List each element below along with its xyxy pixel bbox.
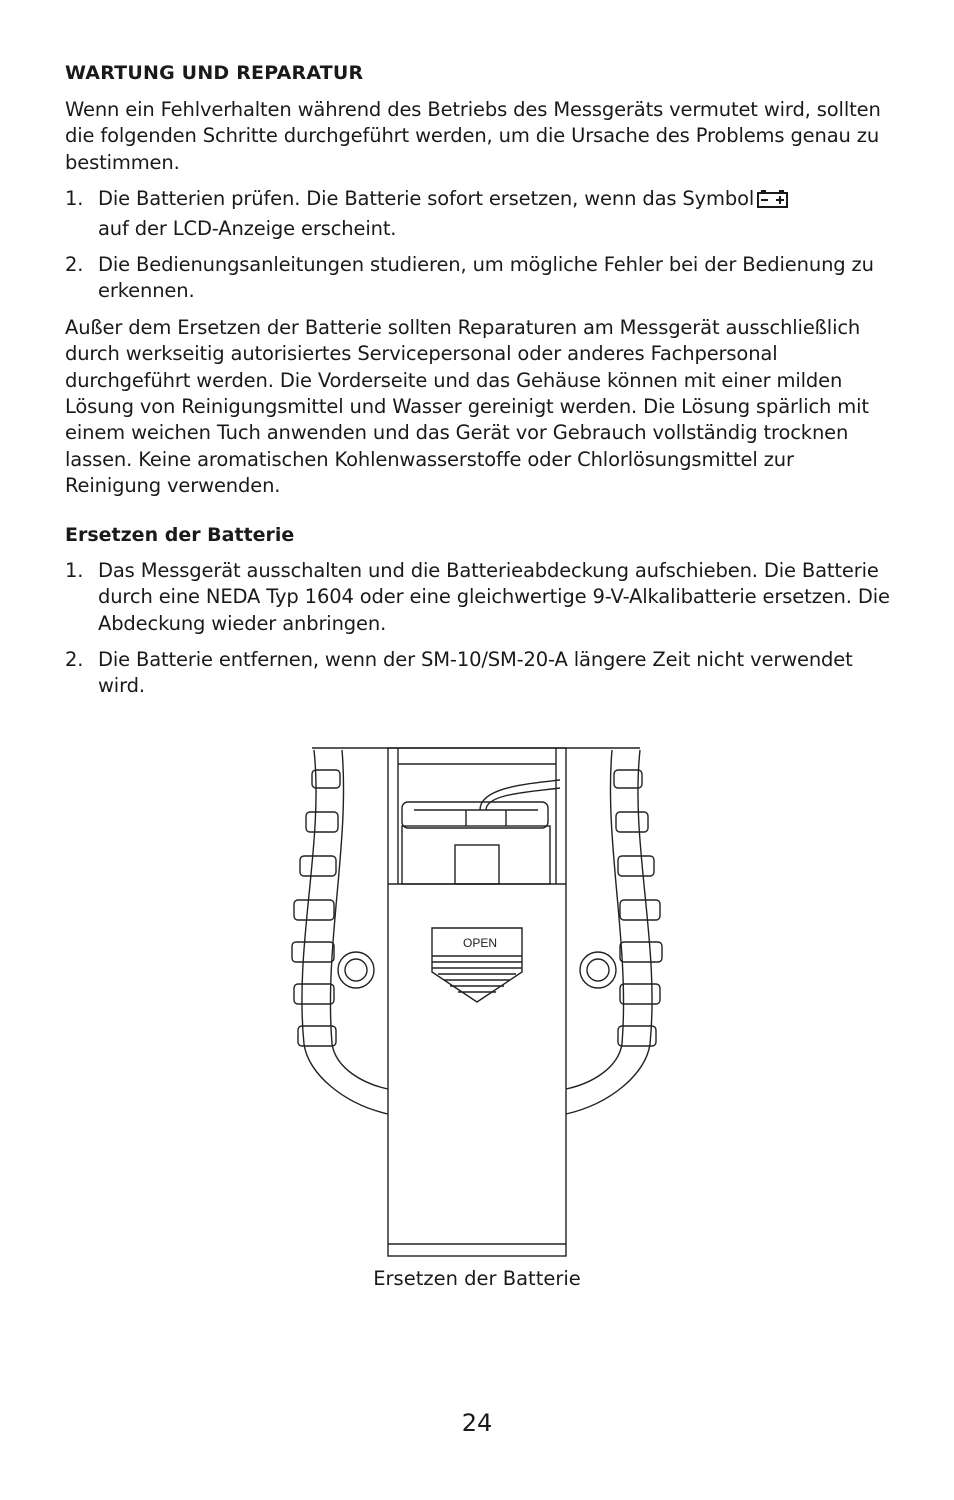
section-title: WARTUNG UND REPARATUR [65,62,364,84]
step-text: Die Batterie entfernen, wenn der SM-10/SM-20-A längere Zeit nicht verwendet wird. [98,647,853,698]
list-item [65,558,895,637]
figure-caption: Ersetzen der Batterie [373,1267,581,1290]
step-text: Das Messgerät ausschalten und die Batterieabdeckung aufschieben. Die Batterie durch eine NEDA Typ 1604 oder eine gleichwertige 9-V-Alkalibatterie ersetzen. Die Abdeckung wieder anbringen. [98,558,890,635]
right-knob-inner [587,959,609,981]
left-knob-inner [345,959,367,981]
step-number: 2. [65,647,84,671]
step-number: 1. [65,187,84,211]
left-holster-outline [302,750,388,1114]
step-text-continued: auf der LCD-Anzeige erscheint. [98,216,397,240]
right-knob [580,952,616,988]
battery-steps-list [65,558,895,700]
left-grip-ribs [292,770,340,1046]
check-steps-list [65,186,895,305]
battery-top [402,802,548,828]
repair-paragraph: Außer dem Ersetzen der Batterie sollten Reparaturen am Messgerät ausschließlich durch werkseitig autorisiertes Servicepersonal oder anderes Fachpersonal durchgeführt werden. Die Vorderseite und das Gehäuse können mit einer milden Lösung von Reinigungsmittel und Wasser gereinigt werden. Die Lösung spärlich mit einem weichen Tuch anwenden und das Gerät vor Gebrauch vollständig trocknen lassen. Keine aromatischen Kohlenwasserstoffe oder Chlorlösungsmittel zur Reinigung verwenden. [65,315,869,498]
battery-connector [455,845,499,884]
right-grip-ribs [614,770,662,1046]
list-item [65,252,895,305]
step-number: 1. [65,558,84,582]
page-number: 24 [461,1409,493,1437]
left-holster-inner [330,750,388,1089]
step-text: Die Batterien prüfen. Die Batterie sofort ersetzen, wenn das Symbol [98,187,755,211]
intro-paragraph: Wenn ein Fehlverhalten während des Betriebs des Messgeräts vermutet wird, sollten die folgenden Schritte durchgeführt werden, um die Ursache des Problems genau zu bestimmen. [65,98,881,174]
left-knob [338,952,374,988]
step-text: Die Bedienungsanleitungen studieren, um mögliche Fehler bei der Bedienung zu erkennen. [98,253,874,303]
battery-replacement-figure [284,744,670,1258]
right-holster-outline [566,750,652,1114]
battery-icon [757,189,789,215]
document-page [65,60,895,710]
list-item [65,186,895,242]
battery-section-title: Ersetzen der Batterie [65,523,295,546]
battery [402,826,550,884]
open-label: OPEN [462,936,498,950]
step-number: 2. [65,253,84,277]
right-holster-inner [566,750,624,1089]
list-item [65,647,895,700]
meter-drawing [284,744,670,1258]
